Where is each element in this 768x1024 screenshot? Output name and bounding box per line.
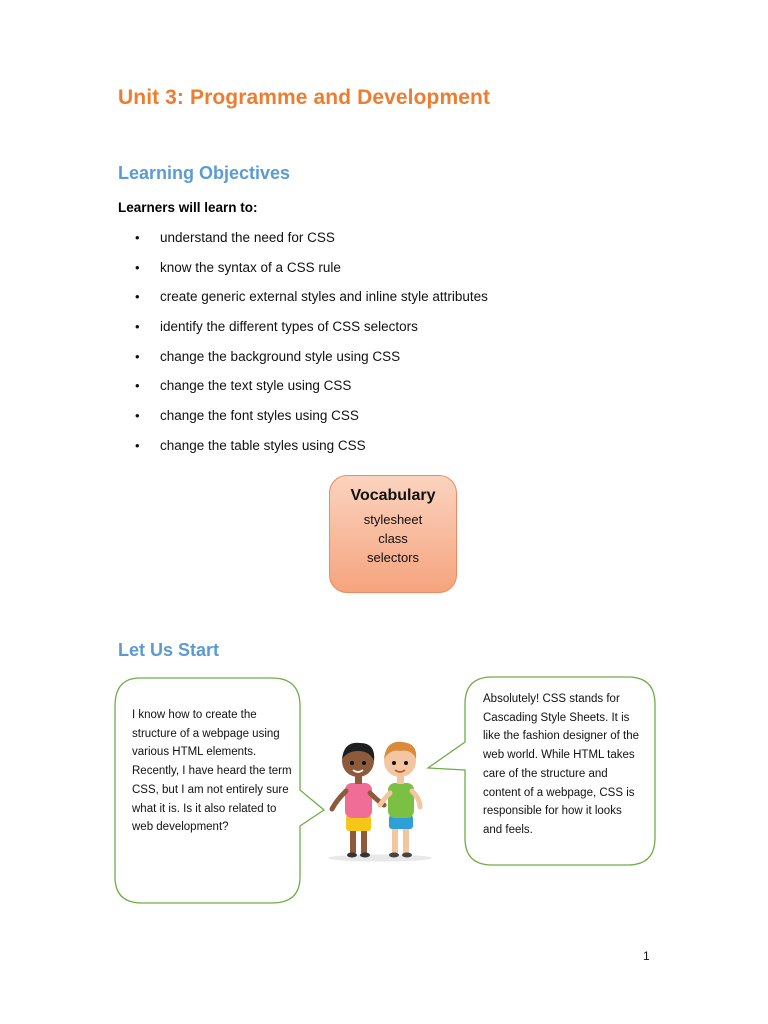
list-item-text: change the background style using CSS	[160, 348, 401, 364]
page-title: Unit 3: Programme and Development	[118, 86, 491, 109]
children-illustration	[320, 735, 440, 865]
vocabulary-term: selectors	[366, 550, 420, 565]
right-child-figure	[380, 742, 420, 858]
objectives-intro: Learners will learn to:	[118, 200, 258, 215]
let-us-start-heading: Let Us Start	[118, 640, 220, 660]
bullet-icon: •	[135, 348, 140, 364]
bullet-icon: •	[135, 378, 140, 394]
list-item	[135, 346, 488, 376]
list-item-text: identify the different types of CSS selectors	[160, 319, 418, 335]
vocabulary-title: Vocabulary	[350, 487, 436, 504]
bullet-icon: •	[135, 259, 140, 275]
list-item-text: change the text style using CSS	[160, 378, 352, 394]
learning-objectives-heading: Learning Objectives	[118, 163, 291, 183]
list-item-text: change the table styles using CSS	[160, 437, 366, 453]
bullet-icon: •	[135, 437, 140, 453]
bullet-icon: •	[135, 408, 140, 424]
vocabulary-term: class	[378, 531, 408, 546]
objectives-list	[135, 227, 488, 465]
list-item-text: know the syntax of a CSS rule	[160, 259, 341, 275]
list-item	[135, 227, 488, 257]
vocabulary-term: stylesheet	[363, 512, 423, 527]
list-item-text: create generic external styles and inline style attributes	[160, 289, 488, 305]
bullet-icon: •	[135, 230, 140, 245]
list-item	[135, 316, 488, 346]
bullet-icon: •	[135, 319, 140, 335]
left-child-figure	[332, 743, 384, 858]
right-bubble-text: Absolutely! CSS stands for Cascading Style Sheets. It is like the fashion designer of the web world. While HTML takes care of the structure and content of a webpage, CSS is responsible for how it looks and feels.	[483, 693, 639, 836]
left-bubble-text: I know how to create the structure of a webpage using various HTML elements. Recently, I have heard the term CSS, but I am not entirely sure what it is. Is it also related to web development?	[132, 709, 292, 834]
list-item-text: change the font styles using CSS	[160, 408, 359, 424]
list-item	[135, 286, 488, 316]
bullet-icon: •	[135, 289, 140, 305]
list-item	[135, 405, 488, 435]
list-item	[135, 257, 488, 287]
list-item	[135, 375, 488, 405]
list-item-text: understand the need for CSS	[160, 230, 335, 245]
page-number: 1	[643, 949, 650, 963]
vocabulary-box	[329, 475, 457, 593]
list-item	[135, 435, 488, 465]
